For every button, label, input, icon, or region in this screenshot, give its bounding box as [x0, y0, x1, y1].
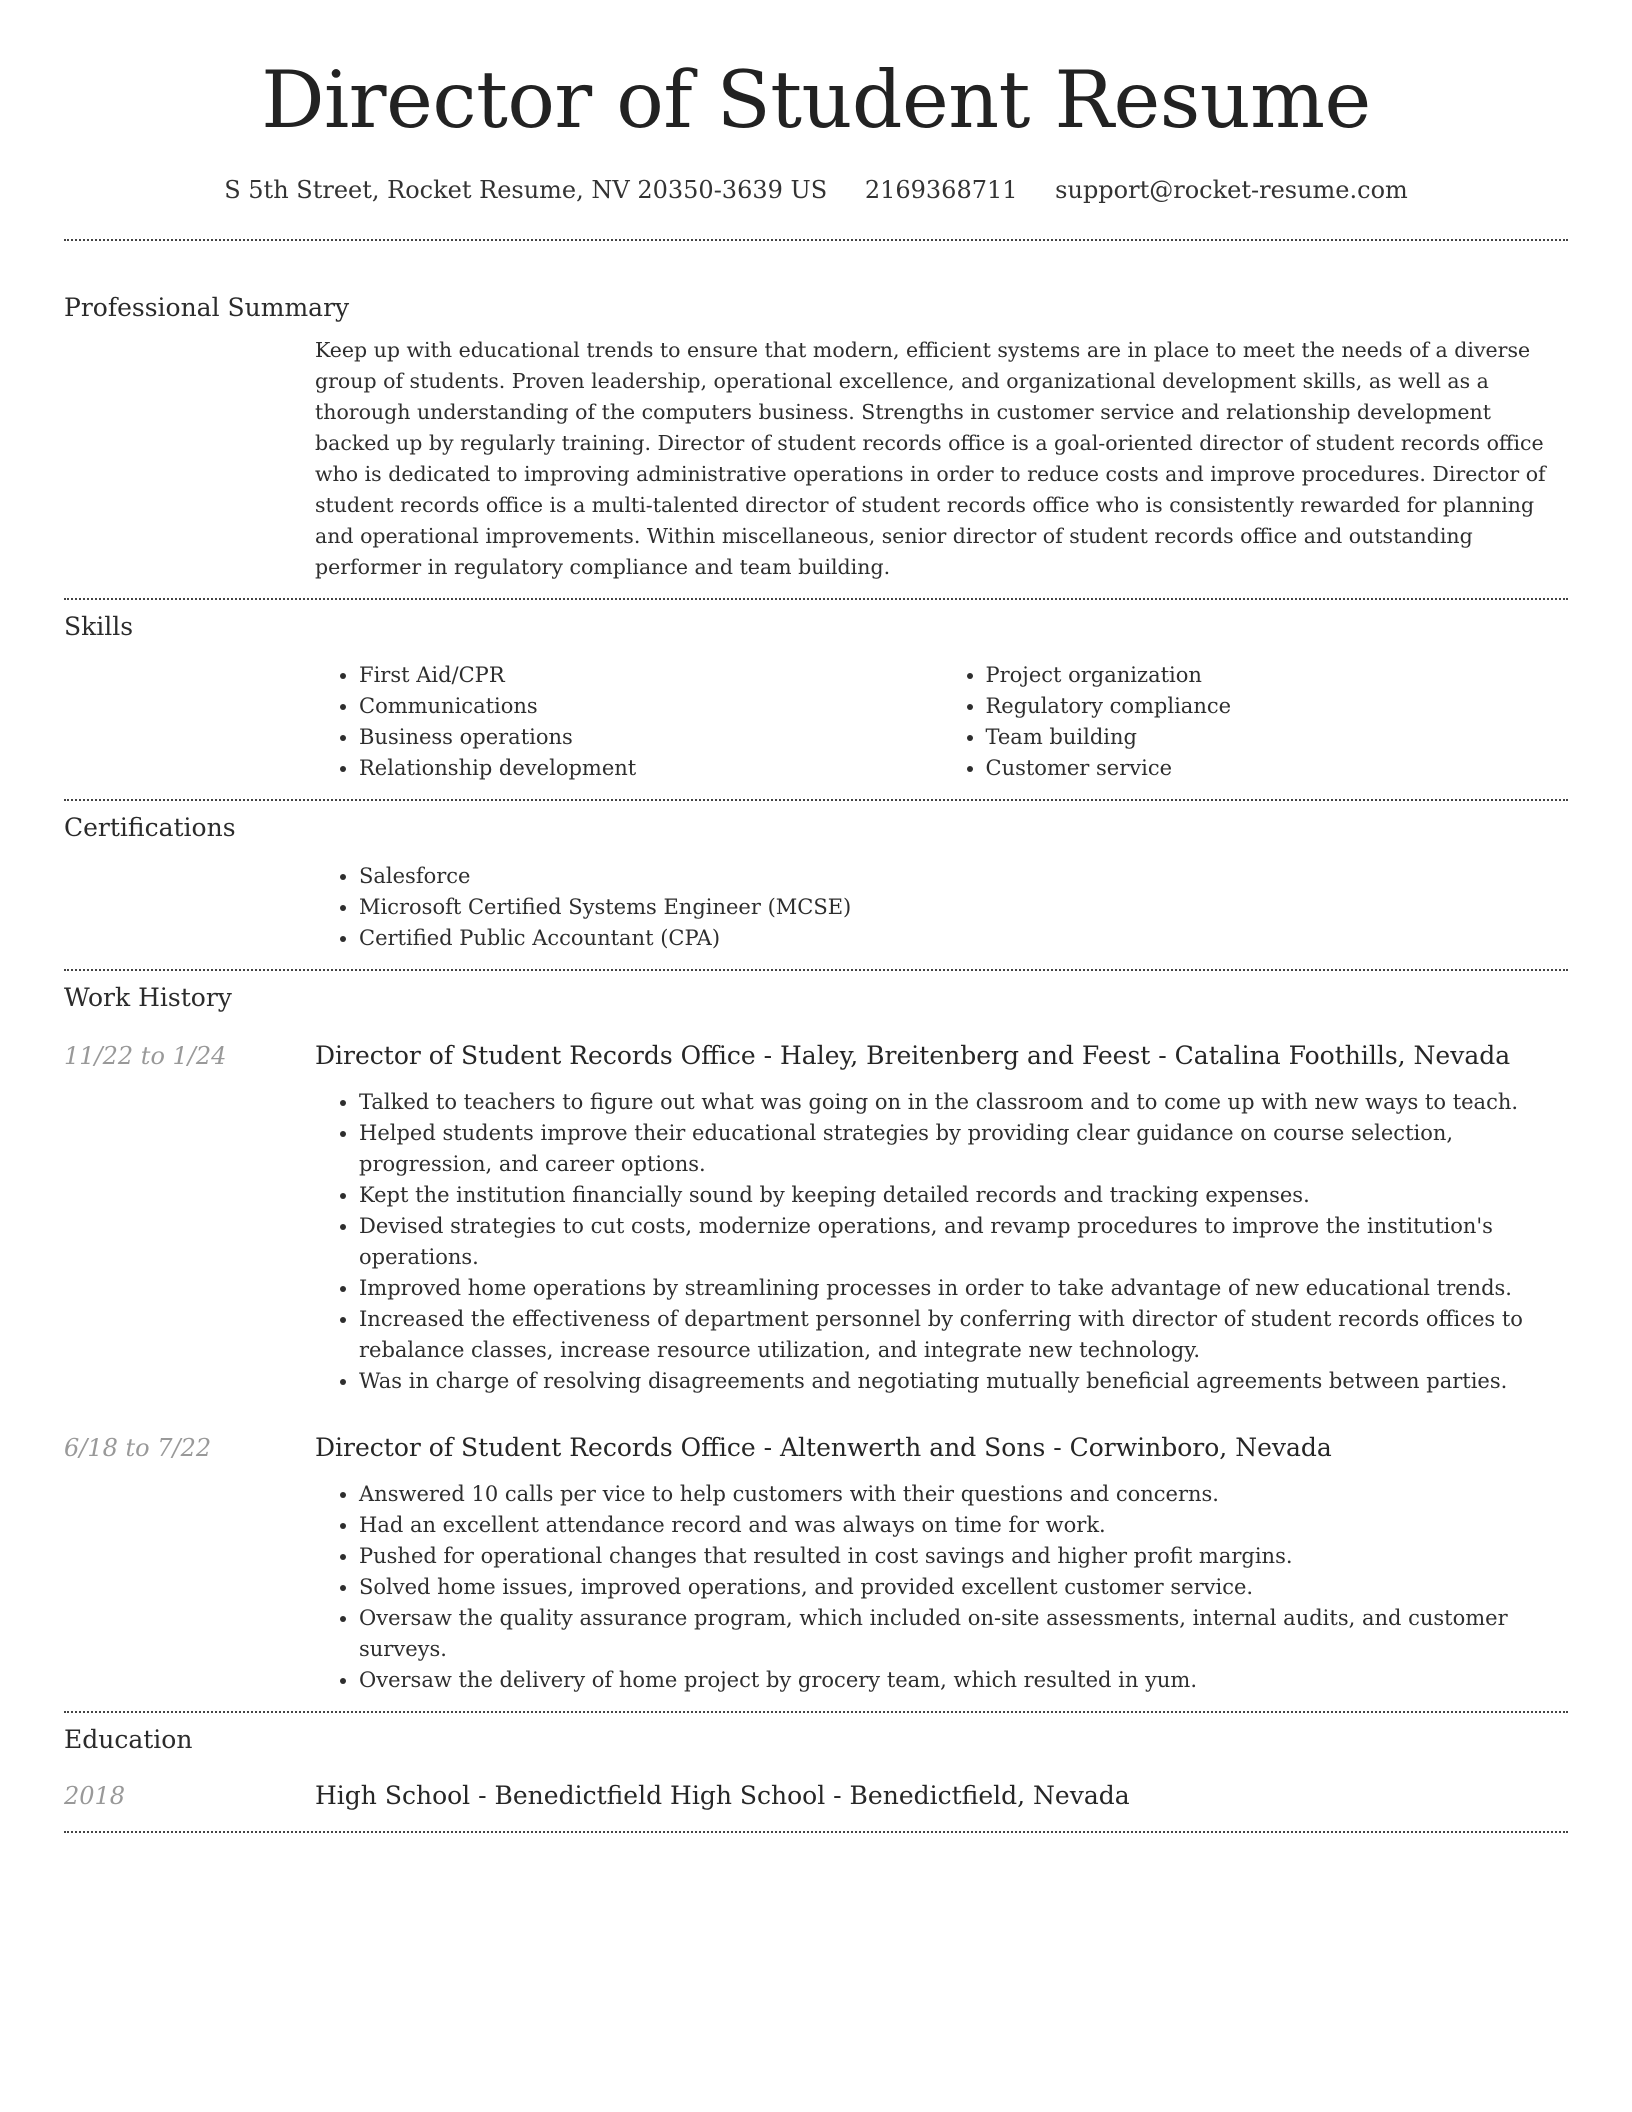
skill-item: • Communications — [359, 691, 942, 722]
education-section — [64, 1713, 1568, 1833]
section-heading-summary: Professional Summary — [64, 293, 350, 322]
skill-item: • Customer service — [986, 753, 1569, 784]
skill-item: • First Aid/CPR — [359, 660, 942, 691]
job-bullet: • Increased the effectiveness of department personnel by conferring with director of student records offices to rebalance classes, increase resource utilization, and integrate new technology. — [359, 1304, 1568, 1366]
page-title: Director of Student Resume — [261, 54, 1371, 146]
certifications-section — [64, 801, 1568, 971]
job-bullet: • Talked to teachers to figure out what was going on in the classroom and to come up with new ways to teach. — [359, 1087, 1568, 1118]
contact-line — [64, 173, 1568, 207]
job-entry — [64, 1039, 1568, 1397]
job-bullet: • Had an excellent attendance record and was always on time for work. — [359, 1510, 1568, 1541]
job-title: Director of Student Records Office - Haley, Breitenberg and Feest - Catalina Foothills, Nevada — [315, 1041, 1511, 1070]
job-bullet: • Devised strategies to cut costs, modernize operations, and revamp procedures to improve the institution's operations. — [359, 1211, 1568, 1273]
contact-email: support@rocket-resume.com — [1055, 176, 1408, 204]
skills-list-right — [942, 660, 1569, 784]
job-bullet: • Improved home operations by streamlining processes in order to take advantage of new educational trends. — [359, 1273, 1568, 1304]
skill-item: • Regulatory compliance — [986, 691, 1569, 722]
skill-item: • Business operations — [359, 722, 942, 753]
education-entry — [64, 1779, 1568, 1813]
section-heading-certifications: Certifications — [64, 813, 236, 842]
skills-grid — [315, 660, 1568, 784]
certification-item: • Microsoft Certified Systems Engineer (MCSE) — [359, 892, 1568, 923]
job-bullet: • Was in charge of resolving disagreements and negotiating mutually beneficial agreements between parties. — [359, 1366, 1568, 1397]
job-entry — [64, 1431, 1568, 1696]
skills-section — [64, 600, 1568, 801]
section-heading-skills: Skills — [64, 612, 134, 641]
job-dates: 6/18 to 7/22 — [64, 1434, 212, 1462]
job-bullets — [315, 1087, 1568, 1397]
job-bullet: • Pushed for operational changes that resulted in cost savings and higher profit margins. — [359, 1541, 1568, 1572]
section-heading-work-history: Work History — [64, 983, 232, 1012]
skills-list-left — [315, 660, 942, 784]
job-bullets — [315, 1479, 1568, 1696]
job-dates: 11/22 to 1/24 — [64, 1042, 227, 1070]
work-history-section — [64, 971, 1568, 1713]
certification-item: • Certified Public Accountant (CPA) — [359, 923, 1568, 954]
education-title: High School - Benedictfield High School - Benedictfield, Nevada — [315, 1781, 1130, 1810]
certifications-list — [315, 861, 1568, 954]
job-bullet: • Solved home issues, improved operations, and provided excellent customer service. — [359, 1572, 1568, 1603]
contact-phone: 2169368711 — [864, 176, 1018, 204]
job-bullet: • Oversaw the delivery of home project by grocery team, which resulted in yum. — [359, 1665, 1568, 1696]
education-date: 2018 — [64, 1782, 126, 1810]
summary-section — [64, 241, 1568, 600]
skill-item: • Project organization — [986, 660, 1569, 691]
section-heading-education: Education — [64, 1725, 193, 1754]
summary-text: Keep up with educational trends to ensure that modern, efficient systems are in place to meet the needs of a diverse group of students. Proven leadership, operational excellence, and organizational development skills, as well as a thorough understanding of the computers business. Strengths in customer service and relationship development backed up by regularly training. Director of student records office is a goal-oriented director of student records office who is dedicated to improving administrative operations in order to reduce costs and improve procedures. Director of student records office is a multi-talented director of student records office who is consistently rewarded for planning and operational improvements. Within miscellaneous, senior director of student records office and outstanding performer in regulatory compliance and team building. — [315, 338, 1546, 579]
job-bullet: • Answered 10 calls per vice to help customers with their questions and concerns. — [359, 1479, 1568, 1510]
job-bullet: • Oversaw the quality assurance program, which included on-site assessments, internal audits, and customer surveys. — [359, 1603, 1568, 1665]
job-bullet: • Kept the institution financially sound by keeping detailed records and tracking expenses. — [359, 1180, 1568, 1211]
certification-item: • Salesforce — [359, 861, 1568, 892]
contact-address: S 5th Street, Rocket Resume, NV 20350-3639 US — [224, 176, 828, 204]
skill-item: • Relationship development — [359, 753, 942, 784]
skill-item: • Team building — [986, 722, 1569, 753]
job-bullet: • Helped students improve their educational strategies by providing clear guidance on course selection, progression, and career options. — [359, 1118, 1568, 1180]
job-title: Director of Student Records Office - Altenwerth and Sons - Corwinboro, Nevada — [315, 1433, 1332, 1462]
